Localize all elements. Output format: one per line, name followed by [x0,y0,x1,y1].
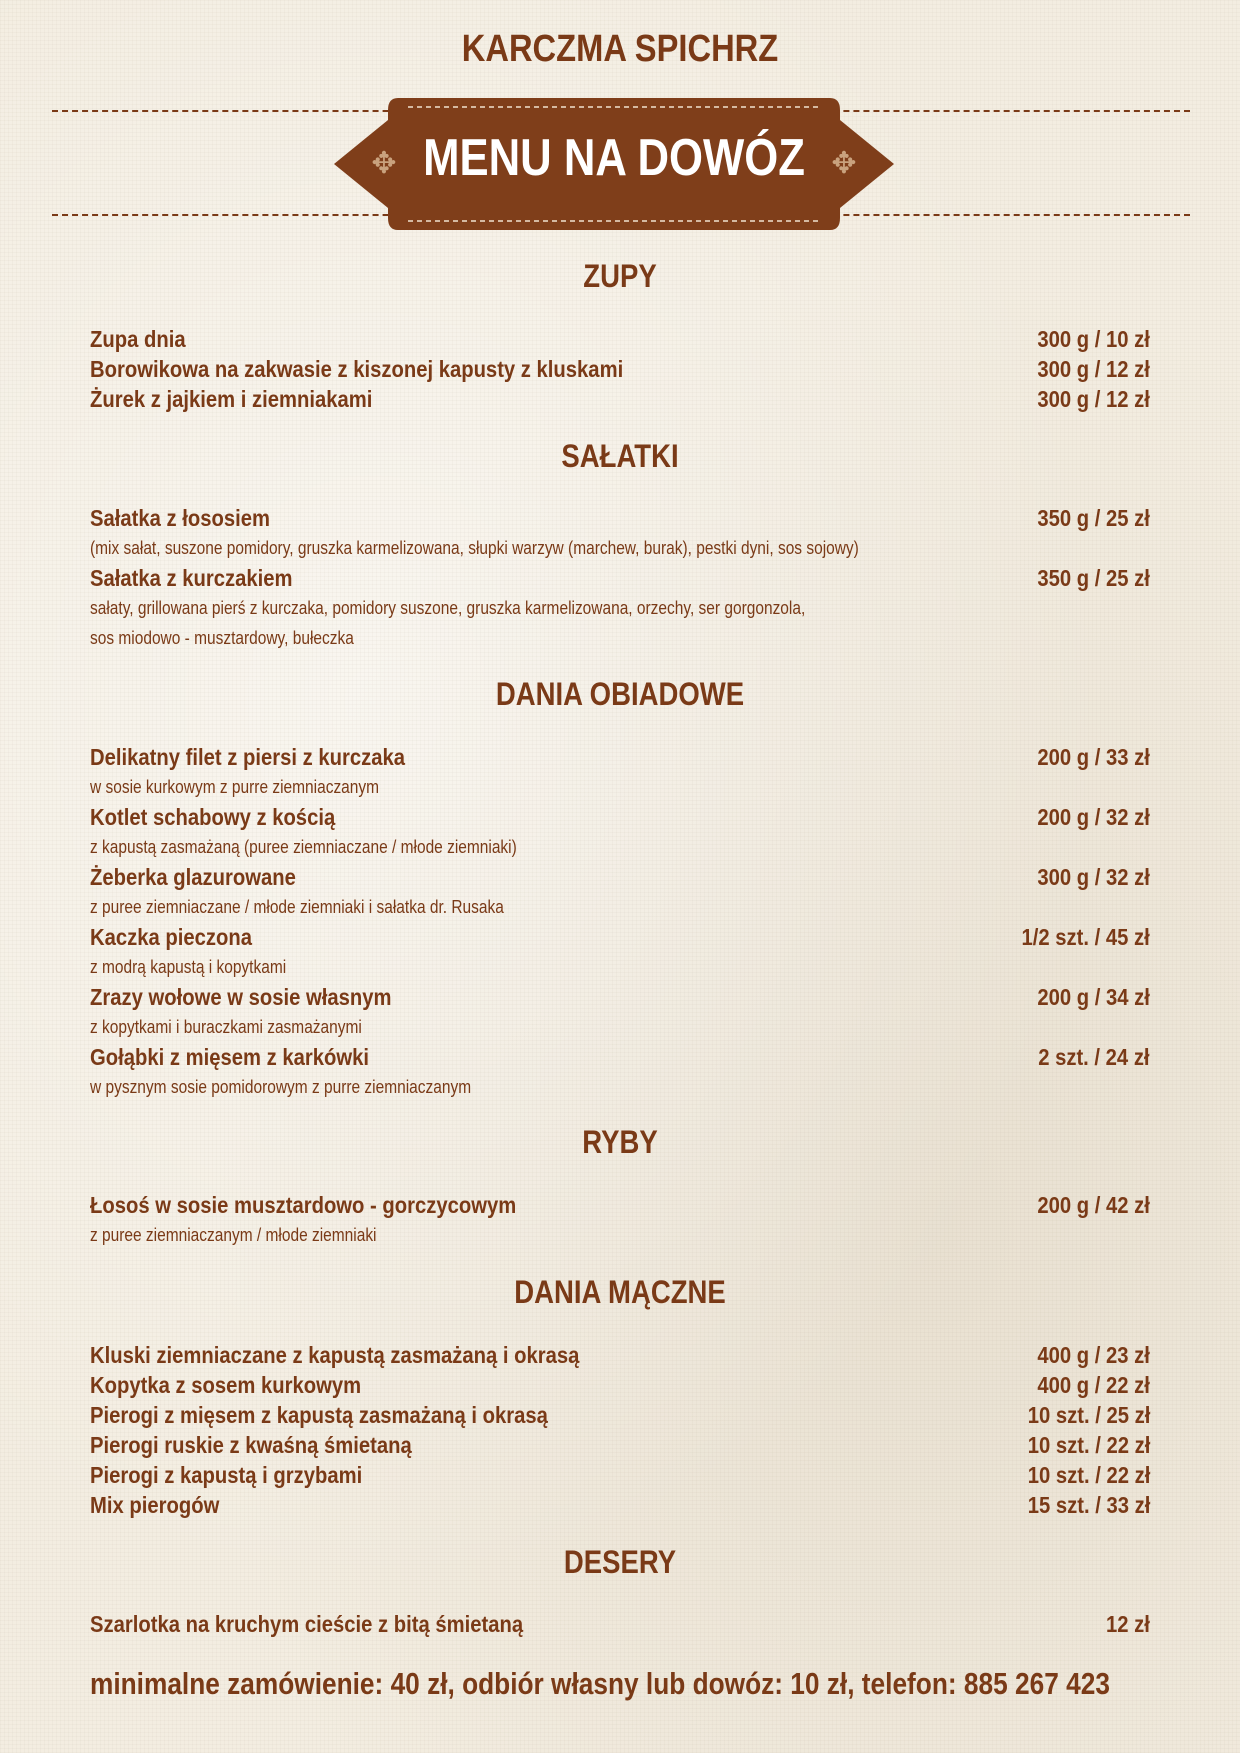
menu-item [90,1462,1150,1492]
item-name: Kluski ziemniaczane z kapustą zasmażaną i okrasą [90,1342,580,1368]
menu-item [90,1492,1150,1522]
menu-item [90,386,1150,416]
item-description: z modrą kapustą i kopytkami [90,957,287,977]
section-title-zupy: ZUPY [583,258,657,294]
order-info-footer: minimalne zamówienie: 40 zł, odbiór własny lub dowóz: 10 zł, telefon: 885 267 423 [90,1666,1110,1701]
item-price: 2 szt. / 24 zł [1038,1044,1150,1070]
item-description: w sosie kurkowym z purre ziemniaczanym [90,777,380,797]
item-price: 10 szt. / 22 zł [1027,1432,1150,1458]
item-description: sałaty, grillowana pierś z kurczaka, pomidory suszone, gruszka karmelizowana, orzechy, ser gorgonzola, [90,598,806,618]
restaurant-name: KARCZMA SPICHRZ [461,28,779,70]
item-description: z puree ziemniaczanym / młode ziemniaki [90,1225,377,1245]
item-name: Pierogi z kapustą i grzybami [90,1462,363,1488]
menu-item [90,326,1150,356]
menu-item [90,864,1150,894]
item-price: 400 g / 22 zł [1037,1372,1150,1398]
star-ornament-icon: ✥ [371,147,397,180]
item-description: z puree ziemniaczane / młode ziemniaki i sałatka dr. Rusaka [90,897,504,917]
menu-item [90,924,1150,954]
item-price: 15 szt. / 33 zł [1027,1492,1150,1518]
menu-item [90,1372,1150,1402]
item-name: Kopytka z sosem kurkowym [90,1372,362,1398]
item-price: 12 zł [1106,1611,1150,1637]
item-price: 300 g / 12 zł [1037,386,1150,412]
section-title-dania-obiadowe: DANIA OBIADOWE [495,676,745,712]
item-price: 400 g / 23 zł [1037,1342,1150,1368]
menu-banner [334,98,894,230]
item-price: 200 g / 42 zł [1037,1192,1150,1218]
item-price: 350 g / 25 zł [1037,505,1150,531]
item-price: 200 g / 32 zł [1037,804,1150,830]
item-name: Kotlet schabowy z kością [90,804,336,830]
item-name: Kaczka pieczona [90,924,253,950]
section-title-ryby: RYBY [582,1124,658,1160]
menu-item [90,984,1150,1014]
item-name: Delikatny filet z piersi z kurczaka [90,744,405,770]
item-description: sos miodowo - musztardowy, bułeczka [90,628,354,648]
item-description: (mix sałat, suszone pomidory, gruszka karmelizowana, słupki warzyw (marchew, burak), pestki dyni, sos sojowy) [90,538,859,558]
item-name: Pierogi ruskie z kwaśną śmietaną [90,1432,412,1458]
item-name: Pierogi z mięsem z kapustą zasmażaną i okrasą [90,1402,548,1428]
menu-item [90,1342,1150,1372]
section-title-salatki: SAŁATKI [561,438,679,474]
item-price: 200 g / 33 zł [1037,744,1150,770]
menu-item [90,505,1150,535]
item-name: Mix pierogów [90,1492,220,1518]
menu-item [90,744,1150,774]
banner-title: MENU NA DOWÓZ [423,129,805,187]
section-title-desery: DESERY [563,1544,677,1580]
item-name: Łosoś w sosie musztardowo - gorczycowym [90,1192,517,1218]
menu-item [90,1044,1150,1074]
item-name: Sałatka z łososiem [90,505,271,531]
menu-item [90,1432,1150,1462]
item-name: Borowikowa na zakwasie z kiszonej kapusty z kluskami [90,356,624,382]
item-price: 300 g / 12 zł [1037,356,1150,382]
item-price: 300 g / 10 zł [1037,326,1150,352]
item-name: Gołąbki z mięsem z karkówki [90,1044,369,1070]
star-ornament-icon: ✥ [831,147,857,180]
section-title-dania-maczne: DANIA MĄCZNE [514,1274,726,1310]
item-description: w pysznym sosie pomidorowym z purre ziemniaczanym [90,1077,472,1097]
item-description: z kapustą zasmażaną (puree ziemniaczane / młode ziemniaki) [90,837,517,857]
item-price: 10 szt. / 25 zł [1027,1402,1150,1428]
item-price: 10 szt. / 22 zł [1027,1462,1150,1488]
item-name: Zupa dnia [90,326,186,352]
item-name: Żeberka glazurowane [90,864,296,890]
item-price: 300 g / 32 zł [1037,864,1150,890]
item-name: Żurek z jajkiem i ziemniakami [90,386,373,412]
item-name: Sałatka z kurczakiem [90,565,293,591]
menu-item [90,804,1150,834]
item-name: Zrazy wołowe w sosie własnym [90,984,392,1010]
item-price: 350 g / 25 zł [1037,565,1150,591]
menu-item [90,1611,1150,1641]
menu-item [90,1192,1150,1222]
item-price: 200 g / 34 zł [1037,984,1150,1010]
menu-item [90,565,1150,595]
item-price: 1/2 szt. / 45 zł [1021,924,1150,950]
item-description: z kopytkami i buraczkami zasmażanymi [90,1017,362,1037]
item-name: Szarlotka na kruchym cieście z bitą śmietaną [90,1611,524,1637]
menu-item [90,1402,1150,1432]
menu-item [90,356,1150,386]
